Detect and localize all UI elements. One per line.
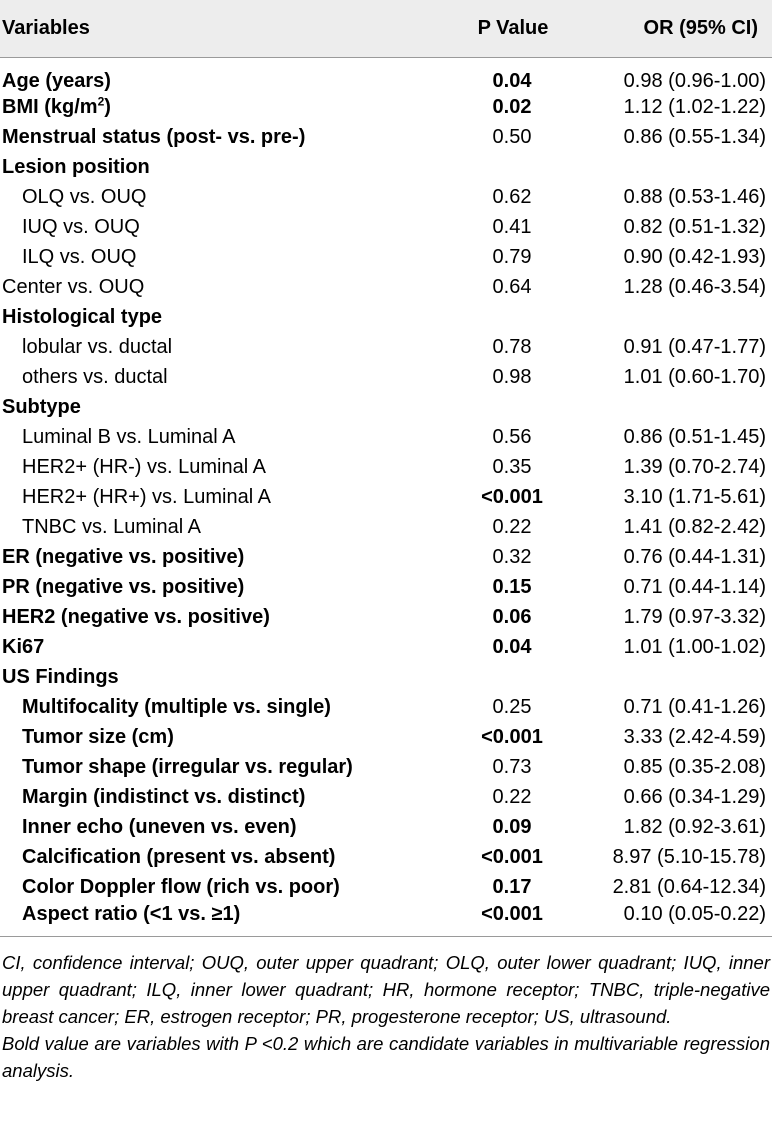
row-variable: [0, 363, 432, 393]
row-variable: [0, 813, 432, 843]
row-variable: [0, 783, 432, 813]
row-p-value: <0.001: [432, 903, 592, 937]
row-odds-ratio: 3.10 (1.71-5.61): [623, 486, 766, 508]
table-row: [0, 57, 772, 93]
row-variable: [0, 273, 432, 303]
row-variable: [0, 123, 432, 153]
table-row: [0, 813, 772, 843]
row-variable: [0, 513, 432, 543]
variable-label: lobular vs. ductal: [22, 336, 173, 358]
table-footnotes: [0, 937, 772, 1084]
variable-label: Color Doppler flow (rich vs. poor): [22, 876, 340, 898]
table-row: [0, 483, 772, 513]
row-variable: [0, 453, 432, 483]
table-row: [0, 243, 772, 273]
table-row: [0, 723, 772, 753]
table-row: [0, 873, 772, 903]
row-variable: [0, 333, 432, 363]
row-p-value: [432, 303, 592, 333]
variable-label: Luminal B vs. Luminal A: [22, 426, 236, 448]
row-odds-ratio: [592, 393, 772, 423]
row-variable: [0, 903, 432, 937]
variable-label: Inner echo (uneven vs. even): [22, 816, 297, 838]
table-row: [0, 603, 772, 633]
table-row: [0, 183, 772, 213]
row-odds-ratio: 0.10 (0.05-0.22): [592, 903, 772, 937]
row-p-value: 0.17: [492, 876, 532, 898]
table-row: [0, 843, 772, 873]
row-odds-ratio: 0.82 (0.51-1.32): [623, 216, 766, 238]
variable-label: Multifocality (multiple vs. single): [22, 696, 331, 718]
row-p-value: 0.64: [492, 276, 532, 298]
row-odds-ratio: 1.41 (0.82-2.42): [623, 516, 766, 538]
row-variable: [0, 543, 432, 573]
variable-label: Histological type: [2, 306, 163, 328]
row-variable: [0, 57, 432, 93]
variable-superscript: 2: [97, 94, 105, 109]
table-row: [0, 633, 772, 663]
row-p-value: 0.04: [492, 636, 532, 658]
variable-label: TNBC vs. Luminal A: [22, 516, 201, 538]
row-variable: [0, 603, 432, 633]
footnote-abbreviations: CI, confidence interval; OUQ, outer upper quadrant; OLQ, outer lower quadrant; IUQ, inner upper quadrant; ILQ, inner lower quadrant; HR, hormone receptor; TNBC, triple-negative breast cancer; ER, estrogen receptor; PR, progesterone receptor; US, ultrasound.: [2, 951, 770, 1027]
row-p-value: 0.98: [492, 366, 532, 388]
row-p-value: 0.35: [492, 456, 532, 478]
variable-label: Margin (indistinct vs. distinct): [22, 786, 306, 808]
table-row: [0, 663, 772, 693]
row-odds-ratio: 0.71 (0.41-1.26): [623, 696, 766, 718]
variable-label-end: ): [104, 96, 111, 118]
variable-label: HER2 (negative vs. positive): [2, 606, 270, 628]
row-p-value: [432, 153, 592, 183]
table-row: [0, 693, 772, 723]
row-variable: [0, 693, 432, 723]
row-p-value: <0.001: [481, 846, 543, 868]
row-odds-ratio: 1.28 (0.46-3.54): [623, 276, 766, 298]
table-row: [0, 363, 772, 393]
variable-label: HER2+ (HR-) vs. Luminal A: [22, 456, 266, 478]
row-p-value: [432, 393, 592, 423]
table-row: [0, 93, 772, 123]
header-row: [0, 0, 772, 57]
row-odds-ratio: 0.88 (0.53-1.46): [623, 186, 766, 208]
table-body: [0, 57, 772, 936]
row-odds-ratio: 8.97 (5.10-15.78): [612, 846, 766, 868]
variable-label: Tumor shape (irregular vs. regular): [22, 756, 353, 778]
row-p-value: <0.001: [481, 486, 543, 508]
variable-label: Tumor size (cm): [22, 726, 174, 748]
header-variables: Variables: [0, 0, 432, 57]
row-odds-ratio: 0.91 (0.47-1.77): [623, 336, 766, 358]
variable-label: Subtype: [2, 396, 81, 418]
row-odds-ratio: 0.76 (0.44-1.31): [623, 546, 766, 568]
table-row: [0, 303, 772, 333]
variable-label: Aspect ratio (<1 vs. ≥1): [22, 902, 241, 925]
row-p-value: 0.50: [492, 126, 532, 148]
row-variable: [0, 393, 432, 423]
row-p-value: [432, 663, 592, 693]
table-header: [0, 0, 772, 57]
variable-label: IUQ vs. OUQ: [22, 216, 140, 238]
table-row: [0, 903, 772, 937]
row-odds-ratio: 0.66 (0.34-1.29): [623, 786, 766, 808]
variable-label: ILQ vs. OUQ: [22, 246, 137, 268]
row-p-value: 0.04: [492, 69, 532, 92]
header-p-value: P Value: [432, 0, 592, 57]
row-odds-ratio: 1.39 (0.70-2.74): [623, 456, 766, 478]
row-p-value: 0.25: [492, 696, 532, 718]
row-p-value: 0.32: [492, 546, 532, 568]
row-variable: [0, 753, 432, 783]
row-p-value: 0.56: [492, 426, 532, 448]
row-p-value: 0.06: [492, 606, 532, 628]
header-or-ci: OR (95% CI): [592, 0, 772, 57]
row-variable: [0, 93, 432, 123]
row-odds-ratio: 1.01 (0.60-1.70): [623, 366, 766, 388]
row-p-value: 0.22: [492, 786, 532, 808]
variable-label: Lesion position: [2, 156, 150, 178]
table-row: [0, 513, 772, 543]
row-variable: [0, 243, 432, 273]
variable-label: Calcification (present vs. absent): [22, 846, 336, 868]
variable-label: ER (negative vs. positive): [2, 546, 245, 568]
row-p-value: 0.02: [492, 96, 532, 118]
row-variable: [0, 183, 432, 213]
table-row: [0, 543, 772, 573]
table-row: [0, 333, 772, 363]
row-odds-ratio: 1.82 (0.92-3.61): [623, 816, 766, 838]
row-odds-ratio: 1.12 (1.02-1.22): [623, 96, 766, 118]
row-odds-ratio: 0.85 (0.35-2.08): [623, 756, 766, 778]
table-row: [0, 783, 772, 813]
table-row: [0, 273, 772, 303]
row-odds-ratio: 1.79 (0.97-3.32): [623, 606, 766, 628]
table-row: [0, 393, 772, 423]
footnote-bold-note: Bold value are variables with P <0.2 which are candidate variables in multivariable regression analysis.: [2, 1032, 770, 1081]
row-odds-ratio: 0.90 (0.42-1.93): [623, 246, 766, 268]
variable-label: Ki67: [2, 636, 45, 658]
row-p-value: 0.73: [492, 756, 532, 778]
row-odds-ratio: [592, 663, 772, 693]
row-variable: [0, 213, 432, 243]
variable-label: US Findings: [2, 666, 119, 688]
row-p-value: 0.41: [492, 216, 532, 238]
row-variable: [0, 483, 432, 513]
row-p-value: 0.15: [492, 576, 532, 598]
row-variable: [0, 303, 432, 333]
table-row: [0, 213, 772, 243]
row-odds-ratio: [592, 153, 772, 183]
row-variable: [0, 723, 432, 753]
row-variable: [0, 423, 432, 453]
variable-label: Center vs. OUQ: [2, 276, 145, 298]
table-row: [0, 123, 772, 153]
row-odds-ratio: 0.98 (0.96-1.00): [623, 69, 766, 92]
row-p-value: 0.09: [492, 816, 532, 838]
table-row: [0, 153, 772, 183]
row-variable: [0, 663, 432, 693]
table-row: [0, 423, 772, 453]
table-row: [0, 453, 772, 483]
variable-label: HER2+ (HR+) vs. Luminal A: [22, 486, 271, 508]
row-odds-ratio: [592, 303, 772, 333]
variable-label: PR (negative vs. positive): [2, 576, 245, 598]
row-p-value: 0.78: [492, 336, 532, 358]
row-odds-ratio: 0.71 (0.44-1.14): [623, 576, 766, 598]
row-variable: [0, 573, 432, 603]
row-odds-ratio: 2.81 (0.64-12.34): [612, 876, 766, 898]
row-p-value: 0.62: [492, 186, 532, 208]
row-variable: [0, 153, 432, 183]
row-p-value: 0.79: [492, 246, 532, 268]
row-variable: [0, 873, 432, 903]
table-row: [0, 753, 772, 783]
row-variable: [0, 843, 432, 873]
variable-label: Menstrual status (post- vs. pre-): [2, 126, 306, 148]
row-p-value: <0.001: [481, 726, 543, 748]
row-p-value: 0.22: [492, 516, 532, 538]
table-row: [0, 573, 772, 603]
row-variable: [0, 633, 432, 663]
variable-label: OLQ vs. OUQ: [22, 186, 147, 208]
variable-label: Age (years): [2, 69, 111, 92]
row-odds-ratio: 1.01 (1.00-1.02): [623, 636, 766, 658]
variable-label: BMI (kg/m: [2, 96, 98, 118]
row-odds-ratio: 0.86 (0.51-1.45): [623, 426, 766, 448]
row-odds-ratio: 3.33 (2.42-4.59): [623, 726, 766, 748]
row-odds-ratio: 0.86 (0.55-1.34): [623, 126, 766, 148]
variable-label: others vs. ductal: [22, 366, 168, 388]
